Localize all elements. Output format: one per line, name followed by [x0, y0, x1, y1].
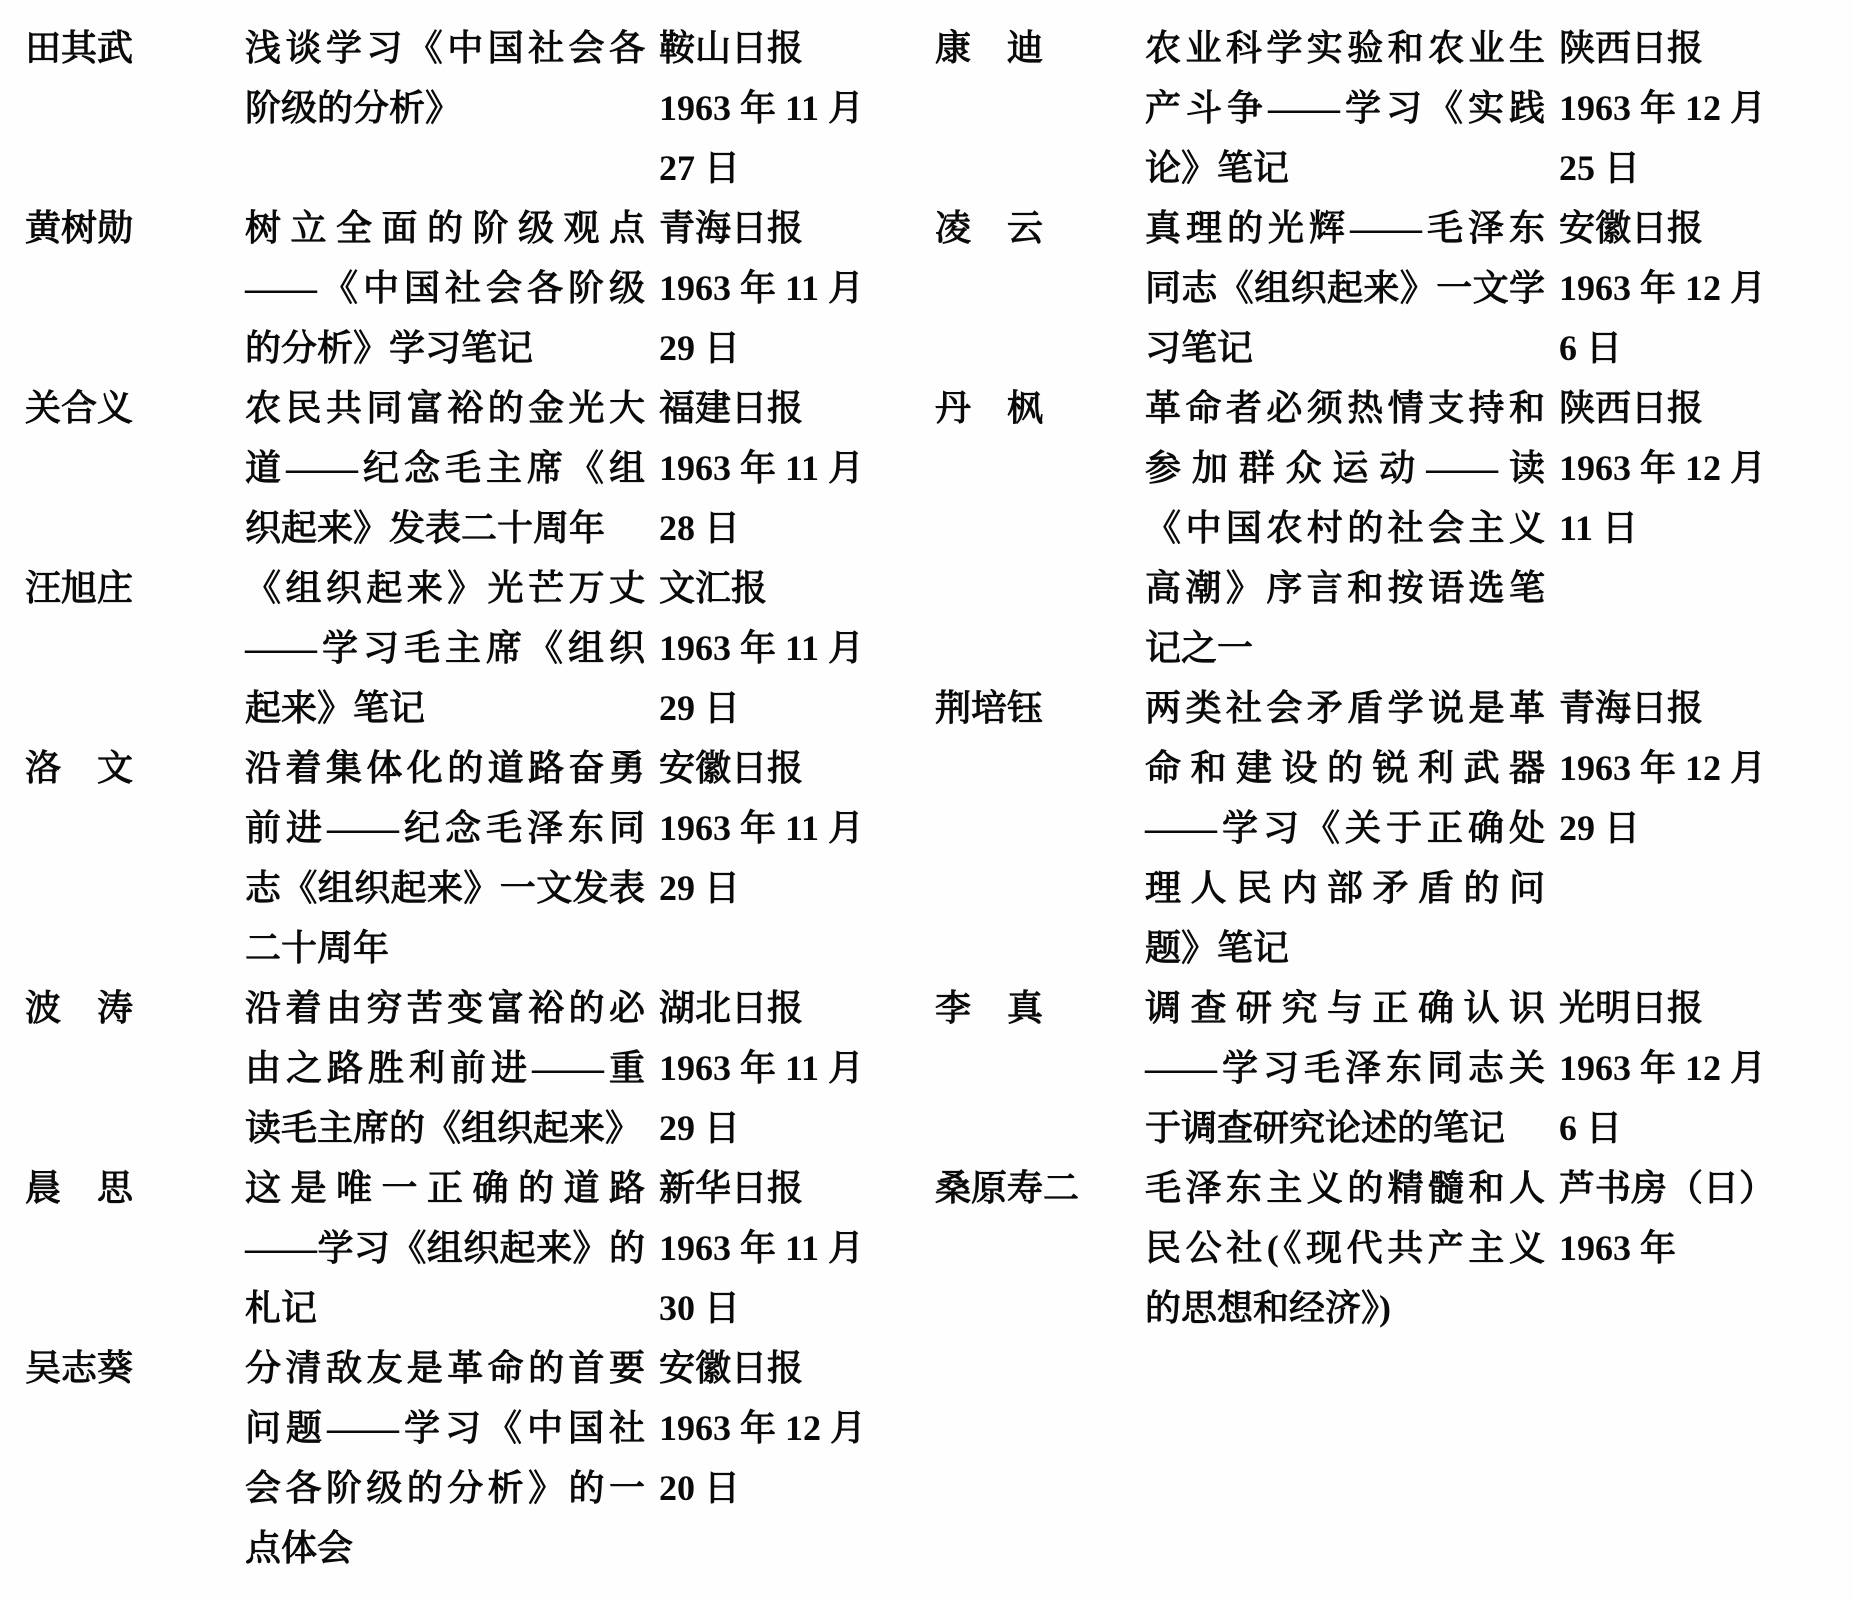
source-line: 芦书房（日）: [1559, 1168, 1776, 1208]
author-name: 洛 文: [25, 748, 134, 788]
source-line: 29 日: [659, 868, 741, 908]
title-line: 记之一: [1145, 628, 1254, 668]
source-line: 1963 年 12 月: [659, 1408, 867, 1448]
title-line: 农业科学实验和农业生: [1145, 28, 1545, 68]
bibliography-entry: [25, 1338, 905, 1578]
source-line: 29 日: [659, 688, 741, 728]
source-line: 1963 年 11 月: [659, 1228, 865, 1268]
title-line: 命和建设的锐利武器: [1145, 748, 1545, 788]
title-line: 二十周年: [245, 928, 390, 968]
title-line: 产斗争——学习《实践: [1145, 88, 1545, 128]
source-line: 文汇报: [659, 568, 768, 608]
title-line: 分清敌友是革命的首要: [245, 1348, 645, 1388]
source-line: 6 日: [1559, 1108, 1623, 1148]
author-name: 丹 枫: [935, 388, 1044, 428]
source-line: 29 日: [1559, 808, 1641, 848]
author-name: 桑原寿二: [935, 1168, 1080, 1208]
publication-source: [1559, 198, 1853, 378]
title-line: 沿着集体化的道路奋勇: [245, 748, 645, 788]
title-line: 革命者必须热情支持和: [1145, 388, 1545, 428]
source-line: 光明日报: [1559, 988, 1704, 1028]
title-line: 前进——纪念毛泽东同: [245, 808, 645, 848]
author-name: 康 迪: [935, 28, 1044, 68]
source-line: 安徽日报: [1559, 208, 1704, 248]
author-name: 汪旭庄: [25, 568, 134, 608]
bibliography-entry: [935, 198, 1853, 378]
author-name: 波 涛: [25, 988, 134, 1028]
bibliography-column-right: [935, 18, 1853, 1338]
source-line: 陕西日报: [1559, 388, 1704, 428]
author-name: 关合义: [25, 388, 134, 428]
title-line: 两类社会矛盾学说是革: [1145, 688, 1545, 728]
article-title: [1145, 198, 1545, 378]
title-line: 阶级的分析》: [245, 88, 462, 128]
source-line: 1963 年 11 月: [659, 808, 865, 848]
title-line: 札记: [245, 1288, 318, 1328]
title-line: 的思想和经济》): [1145, 1288, 1391, 1328]
source-line: 陕西日报: [1559, 28, 1704, 68]
source-line: 福建日报: [659, 388, 804, 428]
article-title: [1145, 18, 1545, 198]
author-name: 凌 云: [935, 208, 1044, 248]
title-line: 树立全面的阶级观点: [245, 208, 645, 248]
source-line: 1963 年 11 月: [659, 628, 865, 668]
bibliography-entry: [935, 1158, 1853, 1338]
title-line: 《组织起来》光芒万丈: [245, 568, 645, 608]
source-line: 1963 年 12 月: [1559, 268, 1767, 308]
source-line: 29 日: [659, 328, 741, 368]
title-line: 参加群众运动——读: [1145, 448, 1545, 488]
title-line: 民公社(《现代共产主义: [1145, 1228, 1545, 1268]
bibliography-entry: [935, 978, 1853, 1158]
title-line: 习笔记: [1145, 328, 1254, 368]
publication-source: [1559, 678, 1853, 858]
bibliography-entry: [25, 978, 905, 1158]
author-name: 晨 思: [25, 1168, 134, 1208]
source-line: 1963 年 11 月: [659, 268, 865, 308]
publication-source: [659, 1158, 905, 1338]
title-line: 会各阶级的分析》的一: [245, 1468, 645, 1508]
source-line: 1963 年 11 月: [659, 88, 865, 128]
source-line: 1963 年 12 月: [1559, 1048, 1767, 1088]
source-line: 1963 年 12 月: [1559, 88, 1767, 128]
article-title: [245, 978, 645, 1158]
article-title: [245, 1158, 645, 1338]
source-line: 11 日: [1559, 508, 1639, 548]
author-name: 田其武: [25, 28, 134, 68]
title-line: 《中国农村的社会主义: [1145, 508, 1545, 548]
title-line: 同志《组织起来》一文学: [1145, 268, 1545, 308]
publication-source: [659, 18, 905, 198]
article-title: [1145, 678, 1545, 978]
title-line: 浅谈学习《中国社会各: [245, 28, 645, 68]
title-line: 这是唯一正确的道路: [245, 1168, 645, 1208]
title-line: 道——纪念毛主席《组: [245, 448, 645, 488]
title-line: ——《中国社会各阶级: [245, 268, 645, 308]
article-title: [245, 558, 645, 738]
article-title: [245, 198, 645, 378]
article-title: [245, 378, 645, 558]
source-line: 1963 年 11 月: [659, 448, 865, 488]
article-title: [1145, 1158, 1545, 1338]
bibliography-entry: [935, 378, 1853, 678]
source-line: 20 日: [659, 1468, 741, 1508]
source-line: 安徽日报: [659, 748, 804, 788]
author-name: 荆培钰: [935, 688, 1044, 728]
source-line: 6 日: [1559, 328, 1623, 368]
source-line: 1963 年 11 月: [659, 1048, 865, 1088]
publication-source: [1559, 378, 1853, 558]
bibliography-entry: [25, 1158, 905, 1338]
title-line: ——学习毛主席《组织: [245, 628, 645, 668]
title-line: 于调查研究论述的笔记: [1145, 1108, 1506, 1148]
bibliography-entry: [935, 678, 1853, 978]
article-title: [1145, 978, 1545, 1158]
title-line: 的分析》学习笔记: [245, 328, 534, 368]
title-line: 真理的光辉——毛泽东: [1145, 208, 1545, 248]
title-line: ——学习《组织起来》的: [245, 1228, 645, 1268]
bibliography-entry: [25, 738, 905, 978]
author-name: 吴志葵: [25, 1348, 134, 1388]
source-line: 1963 年 12 月: [1559, 448, 1767, 488]
title-line: 由之路胜利前进——重: [245, 1048, 645, 1088]
source-line: 30 日: [659, 1288, 741, 1328]
bibliography-entry: [25, 558, 905, 738]
source-line: 青海日报: [1559, 688, 1704, 728]
title-line: 沿着由穷苦变富裕的必: [245, 988, 645, 1028]
bibliography-column-left: [25, 18, 905, 1578]
publication-source: [659, 198, 905, 378]
title-line: ——学习毛泽东同志关: [1145, 1048, 1545, 1088]
title-line: 读毛主席的《组织起来》: [245, 1108, 642, 1148]
publication-source: [1559, 1158, 1853, 1278]
publication-source: [659, 378, 905, 558]
publication-source: [659, 738, 905, 918]
source-line: 湖北日报: [659, 988, 804, 1028]
title-line: 高潮》序言和按语选笔: [1145, 568, 1545, 608]
source-line: 鞍山日报: [659, 28, 804, 68]
bibliography-entry: [935, 18, 1853, 198]
article-title: [1145, 378, 1545, 678]
title-line: 农民共同富裕的金光大: [245, 388, 645, 428]
bibliography-entry: [25, 378, 905, 558]
publication-source: [659, 978, 905, 1158]
bibliography-entry: [25, 18, 905, 198]
publication-source: [659, 1338, 905, 1518]
source-line: 25 日: [1559, 148, 1641, 188]
title-line: 织起来》发表二十周年: [245, 508, 606, 548]
title-line: ——学习《关于正确处: [1145, 808, 1545, 848]
source-line: 青海日报: [659, 208, 804, 248]
title-line: 点体会: [245, 1528, 354, 1568]
source-line: 1963 年 12 月: [1559, 748, 1767, 788]
title-line: 论》笔记: [1145, 148, 1290, 188]
article-title: [245, 18, 645, 138]
publication-source: [1559, 978, 1853, 1158]
article-title: [245, 738, 645, 978]
title-line: 起来》笔记: [245, 688, 426, 728]
source-line: 1963 年: [1559, 1228, 1677, 1268]
publication-source: [659, 558, 905, 738]
title-line: 调查研究与正确认识: [1145, 988, 1545, 1028]
title-line: 问题——学习《中国社: [245, 1408, 645, 1448]
publication-source: [1559, 18, 1853, 198]
source-line: 29 日: [659, 1108, 741, 1148]
source-line: 28 日: [659, 508, 741, 548]
title-line: 毛泽东主义的精髓和人: [1145, 1168, 1545, 1208]
author-name: 李 真: [935, 988, 1044, 1028]
title-line: 理人民内部矛盾的问: [1145, 868, 1545, 908]
title-line: 题》笔记: [1145, 928, 1290, 968]
source-line: 安徽日报: [659, 1348, 804, 1388]
author-name: 黄树勋: [25, 208, 134, 248]
source-line: 新华日报: [659, 1168, 804, 1208]
source-line: 27 日: [659, 148, 741, 188]
title-line: 志《组织起来》一文发表: [245, 868, 645, 908]
article-title: [245, 1338, 645, 1578]
bibliography-entry: [25, 198, 905, 378]
